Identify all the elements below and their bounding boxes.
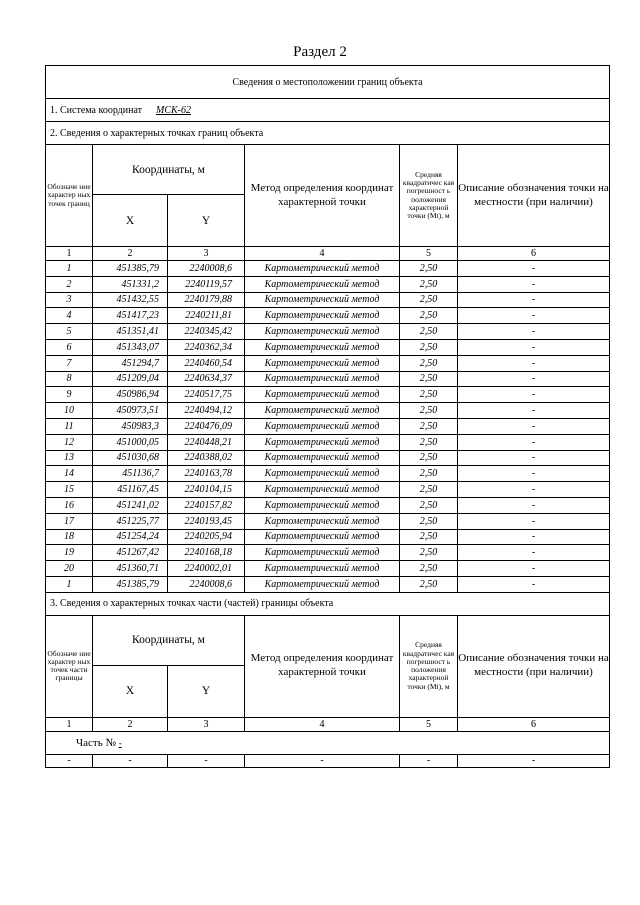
description-cell: - <box>458 529 610 545</box>
y-coordinate-cell: 2240517,75 <box>168 387 245 403</box>
y-coordinate-cell: 2240345,42 <box>168 324 245 340</box>
parts-column-number-row <box>46 717 610 731</box>
y-coordinate-cell: 2240476,09 <box>168 418 245 434</box>
mt-cell: 2,50 <box>400 276 458 292</box>
point-id-cell: 18 <box>46 529 93 545</box>
point-id-cell: 20 <box>46 561 93 577</box>
method-cell: Картометрический метод <box>245 387 400 403</box>
point-id-cell: 5 <box>46 324 93 340</box>
point-id-cell: 13 <box>46 450 93 466</box>
y-coordinate-cell: 2240119,57 <box>168 276 245 292</box>
y-coordinate-cell: 2240008,6 <box>168 576 245 592</box>
method-cell: Картометрический метод <box>245 482 400 498</box>
empty-cell: - <box>400 754 458 767</box>
point-row <box>46 403 610 419</box>
method-cell: Картометрический метод <box>245 355 400 371</box>
method-cell: Картометрический метод <box>245 529 400 545</box>
description-cell: - <box>458 545 610 561</box>
point-row <box>46 466 610 482</box>
point-row <box>46 545 610 561</box>
point-id-cell: 12 <box>46 434 93 450</box>
parts-header-method: Метод определения координат характерной точки <box>245 615 400 717</box>
part-label: Часть № <box>76 736 116 749</box>
parts-header-point-id: Обозначе ние характер ных точек части границы <box>46 615 93 717</box>
x-coordinate-cell: 451432,55 <box>93 292 168 308</box>
mt-cell: 2,50 <box>400 497 458 513</box>
mt-cell: 2,50 <box>400 355 458 371</box>
x-coordinate-cell: 450973,51 <box>93 403 168 419</box>
point-row <box>46 339 610 355</box>
description-cell: - <box>458 450 610 466</box>
point-row <box>46 355 610 371</box>
method-cell: Картометрический метод <box>245 466 400 482</box>
point-id-cell: 11 <box>46 418 93 434</box>
point-row <box>46 561 610 577</box>
mt-cell: 2,50 <box>400 561 458 577</box>
parts-header-y: Y <box>168 665 245 717</box>
point-row <box>46 276 610 292</box>
y-coordinate-cell: 2240168,18 <box>168 545 245 561</box>
point-id-cell: 16 <box>46 497 93 513</box>
mt-cell: 2,50 <box>400 371 458 387</box>
description-cell: - <box>458 355 610 371</box>
col-number: 2 <box>93 247 168 261</box>
mt-cell: 2,50 <box>400 292 458 308</box>
empty-cell: - <box>458 754 610 767</box>
col-number: 1 <box>46 717 93 731</box>
point-row <box>46 371 610 387</box>
header-description: Описание обозначения точки на местности (при наличии) <box>458 145 610 247</box>
description-cell: - <box>458 482 610 498</box>
point-row <box>46 529 610 545</box>
x-coordinate-cell: 451167,45 <box>93 482 168 498</box>
x-coordinate-cell: 451209,04 <box>93 371 168 387</box>
x-coordinate-cell: 451254,24 <box>93 529 168 545</box>
point-row <box>46 308 610 324</box>
point-row <box>46 292 610 308</box>
y-coordinate-cell: 2240460,54 <box>168 355 245 371</box>
col-number: 4 <box>245 247 400 261</box>
y-coordinate-cell: 2240448,21 <box>168 434 245 450</box>
method-cell: Картометрический метод <box>245 561 400 577</box>
x-coordinate-cell: 451417,23 <box>93 308 168 324</box>
method-cell: Картометрический метод <box>245 576 400 592</box>
col-number: 1 <box>46 247 93 261</box>
column-number-row <box>46 247 610 261</box>
mt-cell: 2,50 <box>400 545 458 561</box>
points-section-title: 2. Сведения о характерных точках границ объекта <box>46 122 610 145</box>
x-coordinate-cell: 451331,2 <box>93 276 168 292</box>
point-row <box>46 513 610 529</box>
point-id-cell: 4 <box>46 308 93 324</box>
point-row <box>46 450 610 466</box>
point-row <box>46 418 610 434</box>
parts-empty-row <box>46 754 610 767</box>
header-y: Y <box>168 195 245 247</box>
empty-cell: - <box>93 754 168 767</box>
mt-cell: 2,50 <box>400 450 458 466</box>
description-cell: - <box>458 292 610 308</box>
mt-cell: 2,50 <box>400 466 458 482</box>
description-cell: - <box>458 418 610 434</box>
header-point-id: Обозначе ние характер ных точек границ <box>46 145 93 247</box>
point-id-cell: 17 <box>46 513 93 529</box>
method-cell: Картометрический метод <box>245 324 400 340</box>
x-coordinate-cell: 450983,3 <box>93 418 168 434</box>
coord-system-label: 1. Система координат <box>50 104 143 116</box>
header-coords: Координаты, м <box>93 145 245 195</box>
part-number: - <box>118 737 122 748</box>
description-cell: - <box>458 513 610 529</box>
x-coordinate-cell: 450986,94 <box>93 387 168 403</box>
section-title: Сведения о местоположении границ объекта <box>46 66 610 99</box>
point-id-cell: 7 <box>46 355 93 371</box>
header-method: Метод определения координат характерной точки <box>245 145 400 247</box>
x-coordinate-cell: 451136,7 <box>93 466 168 482</box>
x-coordinate-cell: 451000,05 <box>93 434 168 450</box>
mt-cell: 2,50 <box>400 308 458 324</box>
point-row <box>46 324 610 340</box>
description-cell: - <box>458 276 610 292</box>
point-id-cell: 1 <box>46 261 93 277</box>
method-cell: Картометрический метод <box>245 545 400 561</box>
x-coordinate-cell: 451030,68 <box>93 450 168 466</box>
point-row <box>46 434 610 450</box>
point-row <box>46 497 610 513</box>
mt-cell: 2,50 <box>400 261 458 277</box>
point-id-cell: 6 <box>46 339 93 355</box>
method-cell: Картометрический метод <box>245 497 400 513</box>
parts-section-title: 3. Сведения о характерных точках части (частей) границы объекта <box>46 592 610 615</box>
description-cell: - <box>458 261 610 277</box>
point-id-cell: 9 <box>46 387 93 403</box>
method-cell: Картометрический метод <box>245 513 400 529</box>
y-coordinate-cell: 2240104,15 <box>168 482 245 498</box>
y-coordinate-cell: 2240494,12 <box>168 403 245 419</box>
y-coordinate-cell: 2240205,94 <box>168 529 245 545</box>
x-coordinate-cell: 451225,77 <box>93 513 168 529</box>
y-coordinate-cell: 2240002,01 <box>168 561 245 577</box>
point-id-cell: 3 <box>46 292 93 308</box>
empty-cell: - <box>168 754 245 767</box>
coord-system-row <box>46 99 610 122</box>
method-cell: Картометрический метод <box>245 308 400 324</box>
mt-cell: 2,50 <box>400 513 458 529</box>
header-x: X <box>93 195 168 247</box>
x-coordinate-cell: 451385,79 <box>93 576 168 592</box>
empty-cell: - <box>46 754 93 767</box>
mt-cell: 2,50 <box>400 576 458 592</box>
description-cell: - <box>458 561 610 577</box>
page-title: Раздел 2 <box>293 44 347 60</box>
boundary-table <box>45 65 610 768</box>
mt-cell: 2,50 <box>400 529 458 545</box>
y-coordinate-cell: 2240634,37 <box>168 371 245 387</box>
mt-cell: 2,50 <box>400 324 458 340</box>
description-cell: - <box>458 371 610 387</box>
part-label-row <box>46 731 610 754</box>
y-coordinate-cell: 2240388,02 <box>168 450 245 466</box>
description-cell: - <box>458 497 610 513</box>
method-cell: Картометрический метод <box>245 434 400 450</box>
col-number: 6 <box>458 717 610 731</box>
method-cell: Картометрический метод <box>245 450 400 466</box>
parts-header-coords: Координаты, м <box>93 615 245 665</box>
col-number: 2 <box>93 717 168 731</box>
mt-cell: 2,50 <box>400 387 458 403</box>
point-row <box>46 387 610 403</box>
point-id-cell: 8 <box>46 371 93 387</box>
col-number: 3 <box>168 247 245 261</box>
x-coordinate-cell: 451241,02 <box>93 497 168 513</box>
method-cell: Картометрический метод <box>245 418 400 434</box>
mt-cell: 2,50 <box>400 434 458 450</box>
col-number: 5 <box>400 247 458 261</box>
mt-cell: 2,50 <box>400 418 458 434</box>
col-number: 3 <box>168 717 245 731</box>
point-id-cell: 1 <box>46 576 93 592</box>
y-coordinate-cell: 2240362,34 <box>168 339 245 355</box>
x-coordinate-cell: 451360,71 <box>93 561 168 577</box>
y-coordinate-cell: 2240163,78 <box>168 466 245 482</box>
point-row <box>46 576 610 592</box>
y-coordinate-cell: 2240193,45 <box>168 513 245 529</box>
point-row <box>46 482 610 498</box>
x-coordinate-cell: 451385,79 <box>93 261 168 277</box>
point-id-cell: 19 <box>46 545 93 561</box>
method-cell: Картометрический метод <box>245 261 400 277</box>
x-coordinate-cell: 451294,7 <box>93 355 168 371</box>
description-cell: - <box>458 324 610 340</box>
method-cell: Картометрический метод <box>245 403 400 419</box>
x-coordinate-cell: 451267,42 <box>93 545 168 561</box>
mt-cell: 2,50 <box>400 482 458 498</box>
y-coordinate-cell: 2240157,82 <box>168 497 245 513</box>
x-coordinate-cell: 451343,07 <box>93 339 168 355</box>
description-cell: - <box>458 387 610 403</box>
y-coordinate-cell: 2240179,88 <box>168 292 245 308</box>
point-id-cell: 2 <box>46 276 93 292</box>
description-cell: - <box>458 339 610 355</box>
description-cell: - <box>458 308 610 324</box>
method-cell: Картометрический метод <box>245 292 400 308</box>
col-number: 5 <box>400 717 458 731</box>
mt-cell: 2,50 <box>400 403 458 419</box>
coord-system-value: МСК-62 <box>156 104 192 116</box>
x-coordinate-cell: 451351,41 <box>93 324 168 340</box>
y-coordinate-cell: 2240211,81 <box>168 308 245 324</box>
method-cell: Картометрический метод <box>245 276 400 292</box>
empty-cell: - <box>245 754 400 767</box>
col-number: 6 <box>458 247 610 261</box>
description-cell: - <box>458 466 610 482</box>
description-cell: - <box>458 403 610 419</box>
col-number: 4 <box>245 717 400 731</box>
parts-header-x: X <box>93 665 168 717</box>
description-cell: - <box>458 576 610 592</box>
header-error: Средняя квадратичес кая погрешност ь положения характерной точки (Mt), м <box>400 145 458 247</box>
method-cell: Картометрический метод <box>245 371 400 387</box>
mt-cell: 2,50 <box>400 339 458 355</box>
parts-header-description: Описание обозначения точки на местности (при наличии) <box>458 615 610 717</box>
y-coordinate-cell: 2240008,6 <box>168 261 245 277</box>
method-cell: Картометрический метод <box>245 339 400 355</box>
point-id-cell: 15 <box>46 482 93 498</box>
parts-header-error: Средняя квадратичес кая погрешност ь положения характерной точки (Mt), м <box>400 615 458 717</box>
point-row <box>46 261 610 277</box>
point-id-cell: 14 <box>46 466 93 482</box>
point-id-cell: 10 <box>46 403 93 419</box>
description-cell: - <box>458 434 610 450</box>
